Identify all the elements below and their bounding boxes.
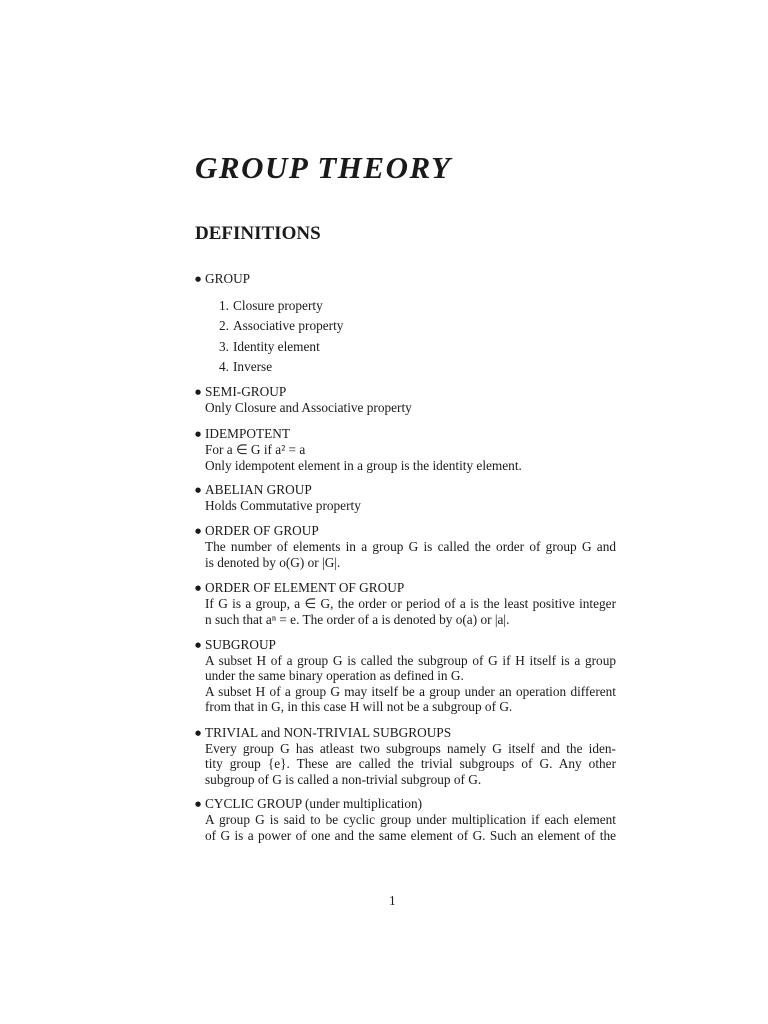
bullet-icon: ● (195, 584, 202, 592)
definition-text: tity group {e}. These are called the trivial subgroups of G. Any other (205, 756, 616, 771)
definition-heading: SUBGROUP (205, 637, 276, 652)
list-number: 3. (219, 339, 229, 354)
definition-text: If G is a group, a ∈ G, the order or period of a is the least positive integer (205, 596, 616, 611)
bullet-icon: ● (195, 800, 202, 808)
bullet-icon: ● (195, 641, 202, 649)
definition-heading: ORDER OF GROUP (205, 523, 319, 538)
definition-text: is denoted by o(G) or |G|. (205, 555, 341, 570)
list-item: Closure property (233, 298, 323, 313)
definition-heading: CYCLIC GROUP (under multiplication) (205, 796, 423, 811)
definition-heading: ORDER OF ELEMENT OF GROUP (205, 580, 405, 595)
bullet-icon: ● (195, 430, 202, 438)
document-title: GROUP THEORY (195, 150, 452, 185)
definition-text: Only Closure and Associative property (205, 400, 412, 415)
list-number: 1. (219, 298, 229, 313)
definition-text: Holds Commutative property (205, 498, 361, 513)
definition-text: from that in G, in this case H will not be a subgroup of G. (205, 699, 513, 714)
definition-text: Only idempotent element in a group is the identity element. (205, 458, 522, 473)
bullet-icon: ● (195, 388, 202, 396)
definition-text: A subset H of a group G may itself be a group under an operation different (205, 684, 616, 699)
definition-heading: IDEMPOTENT (205, 426, 290, 441)
bullet-icon: ● (195, 527, 202, 535)
bullet-icon: ● (195, 486, 202, 494)
definition-heading: TRIVIAL and NON-TRIVIAL SUBGROUPS (205, 725, 452, 740)
definition-text: Every group G has atleast two subgroups namely G itself and the iden- (205, 741, 616, 756)
definition-heading: SEMI-GROUP (205, 384, 287, 399)
definition-text: subgroup of G is called a non-trivial subgroup of G. (205, 772, 482, 787)
definition-text: n such that aⁿ = e. The order of a is denoted by o(a) or |a|. (205, 612, 510, 627)
definition-text: under the same binary operation as defined in G. (205, 668, 464, 683)
list-item: Associative property (233, 318, 344, 333)
definition-text: of G is a power of one and the same element of G. Such an element of the (205, 828, 616, 843)
section-heading: DEFINITIONS (195, 223, 321, 244)
definition-text: A group G is said to be cyclic group under multiplication if each element (205, 812, 616, 827)
definition-text: The number of elements in a group G is called the order of group G and (205, 539, 616, 554)
definition-heading: GROUP (205, 271, 251, 286)
definition-text: A subset H of a group G is called the subgroup of G if H itself is a group (205, 653, 616, 668)
list-item: Inverse (233, 359, 273, 374)
definition-heading: ABELIAN GROUP (205, 482, 312, 497)
definition-text: For a ∈ G if a² = a (205, 442, 306, 457)
bullet-icon: ● (195, 275, 202, 283)
page-number: 1 (389, 893, 396, 908)
list-number: 2. (219, 318, 229, 333)
list-item: Identity element (233, 339, 320, 354)
bullet-icon: ● (195, 729, 202, 737)
list-number: 4. (219, 359, 229, 374)
